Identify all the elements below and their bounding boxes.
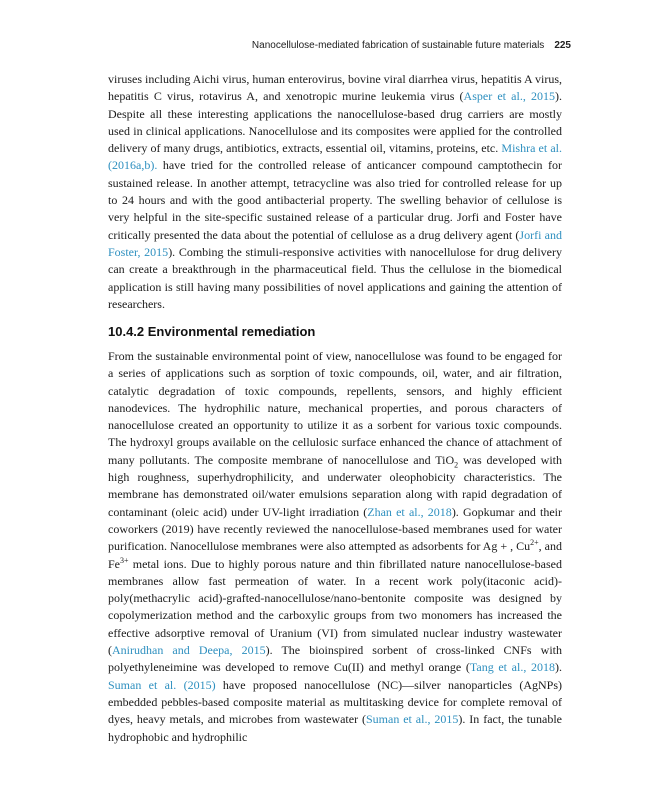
text-run: ). Gopkumar and their coworkers (2019) have recently reviewed the nanocellulose-based membranes used for water purification. Nanocellulose membranes were also attempted as adsorbents for Ag + , Cu <box>108 504 563 554</box>
citation-link[interactable]: Suman et al. (2015) <box>108 677 216 692</box>
superscript: 3+ <box>120 555 129 565</box>
paragraph-drug-delivery <box>108 71 562 313</box>
citation-link[interactable]: Suman et al., 2015 <box>365 712 459 727</box>
text-run: metal ions. Due to highly porous nature and thin fibrillated nature nanocellulose-based membranes allow fast permeation of water. In a recent work poly(itaconic acid)-poly(methacrylic acid)-grafted-nanocellulose/nano-bentonite composite was designed by copolymerization method and the carboxylic groups from two monomers has increased the effective adsorptive removal of Uranium (VI) from simulated nuclear industry wastewater ( <box>108 556 562 658</box>
text-run: ). Combing the stimuli-responsive activities with nanocellulose for drug delivery can create a breakthrough in the pharmaceutical field. Thus the cellulose in the biomedical application is still having many possibilities of novel applications and gaining the attention of researchers. <box>108 244 562 311</box>
text-run: have proposed nanocellulose (NC)—silver nanoparticles (AgNPs) embedded pebbles-based composite material as multitasking device for complete removal of dyes, heavy metals, and microbes from wastewater ( <box>108 677 562 727</box>
text-run: have tried for the controlled release of anticancer compound camptothecin for sustained release. In another attempt, tetracycline was also tried for controlled release for up to 24 hours and with the good antibacterial property. The swelling behavior of cellulose is very helpful in the site-specific sustained release of a particular drug. Jorfi and Foster have critically presented the data about the potential of cellulose as a drug delivery agent ( <box>108 158 562 242</box>
text-run: From the sustainable environmental point of view, nanocellulose was found to be engaged for a series of applications such as sorption of toxic compounds, oil, water, and air filtration, catalytic degradation of toxic compounds, repellents, sensors, and highly efficient nanodevices. The hydrophilic nature, mechanical properties, and porous characters of nanocellulose created an opportunity to utilize it as a sorbent for various toxic compounds. The hydroxyl groups available on the cellulosic surface enhanced the chance of attachment of many pollutants. The composite membrane of nanocellulose and TiO <box>108 349 562 467</box>
citation-link[interactable]: Tang et al., 2018 <box>469 660 556 675</box>
citation-link[interactable]: Zhan et al., 2018 <box>367 504 452 519</box>
text-run: was developed with high roughness, superhydrophilicity, and underwater oleophobicity characteristics. The membrane has demonstrated oil/water emulsions separation along with rapid degradation of contaminant (oleic acid) under UV-light irradiation ( <box>108 452 563 519</box>
subscript: 2 <box>454 460 459 470</box>
citation-link[interactable]: Anirudhan and Deepa, 2015 <box>112 643 266 658</box>
citation-link[interactable]: Asper et al., 2015 <box>463 89 555 104</box>
text-run: ). Despite all these interesting applications the nanocellulose-based drug carriers are mostly used in clinical applications. Nanocellulose and its composites were applied for the controlled delivery of many drugs, antibiotics, extracts, essential oil, vitamins, proteins, etc. <box>108 89 562 156</box>
text-run: ). <box>555 660 563 675</box>
running-title: Nanocellulose-mediated fabrication of sustainable future materials <box>251 40 545 51</box>
text-run: ). The bioinspired sorbent of cross-linked CNFs with polyethyleneimine was developed to remove Cu(II) and methyl orange ( <box>108 643 562 675</box>
text-run: , and Fe <box>108 539 562 571</box>
citation-link[interactable]: Mishra et al. (2016a,b). <box>108 141 562 173</box>
page-number: 225 <box>554 40 571 51</box>
superscript: 2+ <box>530 538 539 548</box>
paragraph-environmental <box>108 348 562 746</box>
section-heading: 10.4.2 Environmental remediation <box>108 324 316 339</box>
text-run: ). In fact, the tunable hydrophobic and hydrophilic <box>108 712 563 744</box>
citation-link[interactable]: Jorfi and Foster, 2015 <box>108 227 562 259</box>
running-header <box>109 40 571 51</box>
text-run: viruses including Aichi virus, human enterovirus, bovine viral diarrhea virus, hepatitis A virus, hepatitis C virus, rotavirus A, and xenotropic murine leukemia virus ( <box>108 72 562 104</box>
